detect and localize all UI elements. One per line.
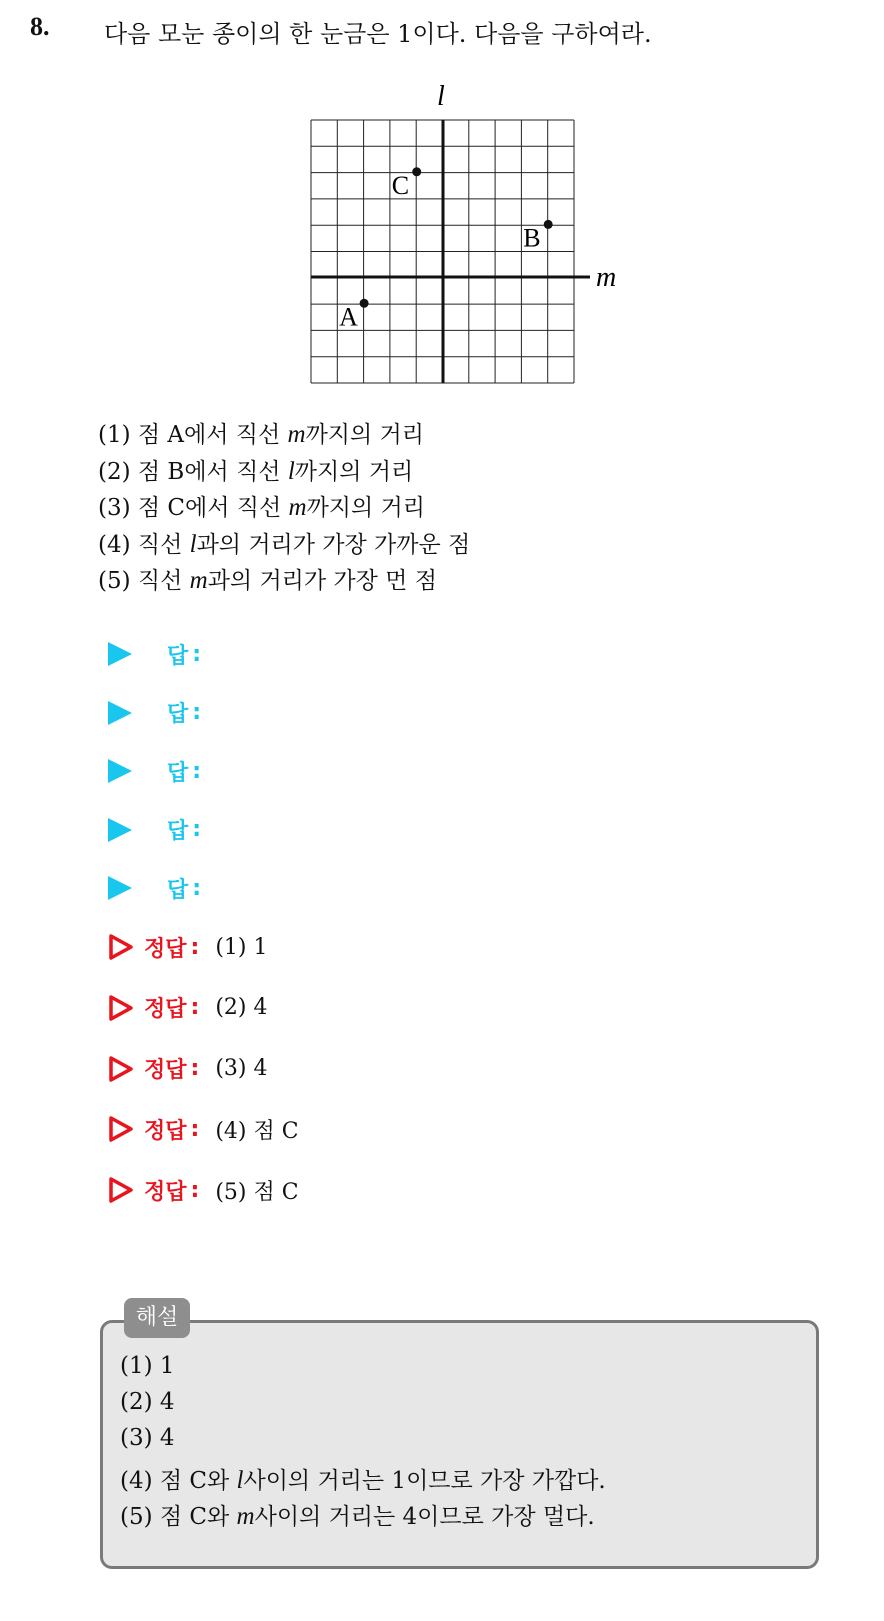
explanation-variable: l xyxy=(236,1466,244,1494)
solution-colon: : xyxy=(190,995,200,1021)
solution-colon: : xyxy=(190,1177,200,1203)
explanation-title: 해설 xyxy=(124,1298,190,1338)
solution-value: (1) 1 xyxy=(215,934,268,960)
subquestion-text: (3) 점 C에서 직선 xyxy=(98,495,289,521)
question-number: 8. xyxy=(30,12,50,41)
explanation-text: (3) 4 xyxy=(120,1425,175,1452)
solution-colon: : xyxy=(190,934,200,960)
explanation-text: (5) 점 C와 xyxy=(120,1503,237,1530)
answer-label: 답 xyxy=(167,760,189,786)
subquestion-1 xyxy=(98,422,424,447)
answer-colon: : xyxy=(192,817,202,842)
subquestion-text: (5) 직선 xyxy=(98,568,190,594)
subquestion-text: (2) 점 B에서 직선 xyxy=(98,458,288,485)
solution-value: (2) 4 xyxy=(215,995,268,1021)
subquestion-5 xyxy=(98,568,437,593)
subquestion-variable: m xyxy=(287,421,306,448)
subquestion-variable: m xyxy=(189,567,208,594)
outline-triangle-icon xyxy=(108,933,134,961)
point-c-label: C xyxy=(391,170,410,200)
answer-row-4 xyxy=(108,813,201,847)
solution-label: 정답 xyxy=(144,1179,187,1205)
answer-row-2 xyxy=(108,696,201,730)
explanation-text: (1) 1 xyxy=(120,1353,175,1379)
solution-row-4 xyxy=(108,1111,299,1147)
coordinate-grid-figure xyxy=(300,75,640,395)
subquestion-variable: l xyxy=(189,530,197,558)
solution-value: (5) 점 C xyxy=(215,1179,299,1205)
solution-label: 정답 xyxy=(144,936,187,962)
subquestion-2 xyxy=(98,459,413,484)
play-triangle-icon xyxy=(108,818,132,842)
outline-triangle-icon xyxy=(108,994,134,1022)
outline-triangle-icon xyxy=(108,1115,134,1143)
explanation-text: 사이의 거리는 4이므로 가장 멀다. xyxy=(254,1503,595,1530)
explanation-variable: m xyxy=(236,1502,255,1530)
point-b-dot xyxy=(544,220,553,229)
solution-colon: : xyxy=(190,1116,200,1142)
subquestion-3 xyxy=(98,495,425,520)
answer-row-1 xyxy=(108,637,201,671)
subquestion-text: 과의 거리가 가장 먼 점 xyxy=(207,568,437,594)
play-triangle-icon xyxy=(108,876,132,900)
points-group xyxy=(339,167,553,331)
explanation-line-4 xyxy=(120,1462,606,1495)
answer-label: 답 xyxy=(167,702,189,727)
solution-row-3 xyxy=(108,1051,267,1087)
explanation-text: 사이의 거리는 1이므로 가장 가깝다. xyxy=(243,1467,606,1494)
point-b-label: B xyxy=(523,223,541,253)
subquestion-variable: l xyxy=(287,457,295,485)
explanation-text: (4) 점 C와 xyxy=(120,1467,237,1494)
explanation-box xyxy=(100,1320,819,1569)
solution-label: 정답 xyxy=(144,1058,187,1084)
subquestion-text: (4) 직선 xyxy=(98,531,190,558)
answer-colon: : xyxy=(192,641,202,667)
answer-label: 답 xyxy=(167,877,189,903)
play-triangle-icon xyxy=(108,701,132,725)
subquestion-text: 과의 거리가 가장 가까운 점 xyxy=(196,531,471,558)
point-a-dot xyxy=(360,299,369,308)
play-triangle-icon xyxy=(108,759,132,783)
point-a-label: A xyxy=(339,302,358,332)
explanation-line-3 xyxy=(120,1425,175,1451)
play-triangle-icon xyxy=(108,642,132,666)
explanation-line-1 xyxy=(120,1353,175,1379)
solution-row-5 xyxy=(108,1172,299,1208)
solution-value: (4) 점 C xyxy=(215,1118,299,1144)
line-l-label: l xyxy=(437,81,445,112)
subquestion-variable: m xyxy=(288,494,307,521)
outline-triangle-icon xyxy=(108,1055,134,1083)
solution-row-2 xyxy=(108,990,267,1026)
line-m-label: m xyxy=(596,262,617,293)
answer-colon: : xyxy=(192,700,202,725)
subquestion-text: 까지의 거리 xyxy=(306,495,425,521)
solution-value: (3) 4 xyxy=(215,1056,268,1082)
explanation-line-5 xyxy=(120,1498,595,1531)
answer-row-3 xyxy=(108,754,201,788)
answer-label: 답 xyxy=(167,819,189,844)
subquestion-text: (1) 점 A에서 직선 xyxy=(98,422,288,448)
explanation-text: (2) 4 xyxy=(120,1389,175,1416)
solution-label: 정답 xyxy=(144,1118,187,1144)
answer-colon: : xyxy=(192,875,202,901)
subquestion-4 xyxy=(98,532,470,557)
answer-label: 답 xyxy=(167,643,189,669)
solution-label: 정답 xyxy=(144,997,187,1023)
answer-colon: : xyxy=(192,758,202,784)
point-c-dot xyxy=(412,167,421,176)
explanation-line-2 xyxy=(120,1389,175,1415)
solution-colon: : xyxy=(190,1056,200,1082)
subquestion-text: 까지의 거리 xyxy=(294,458,414,485)
answer-row-5 xyxy=(108,871,201,905)
question-text: 다음 모눈 종이의 한 눈금은 1이다. 다음을 구하여라. xyxy=(104,20,652,48)
solution-row-1 xyxy=(108,929,267,965)
outline-triangle-icon xyxy=(108,1176,134,1204)
subquestion-text: 까지의 거리 xyxy=(305,422,424,448)
